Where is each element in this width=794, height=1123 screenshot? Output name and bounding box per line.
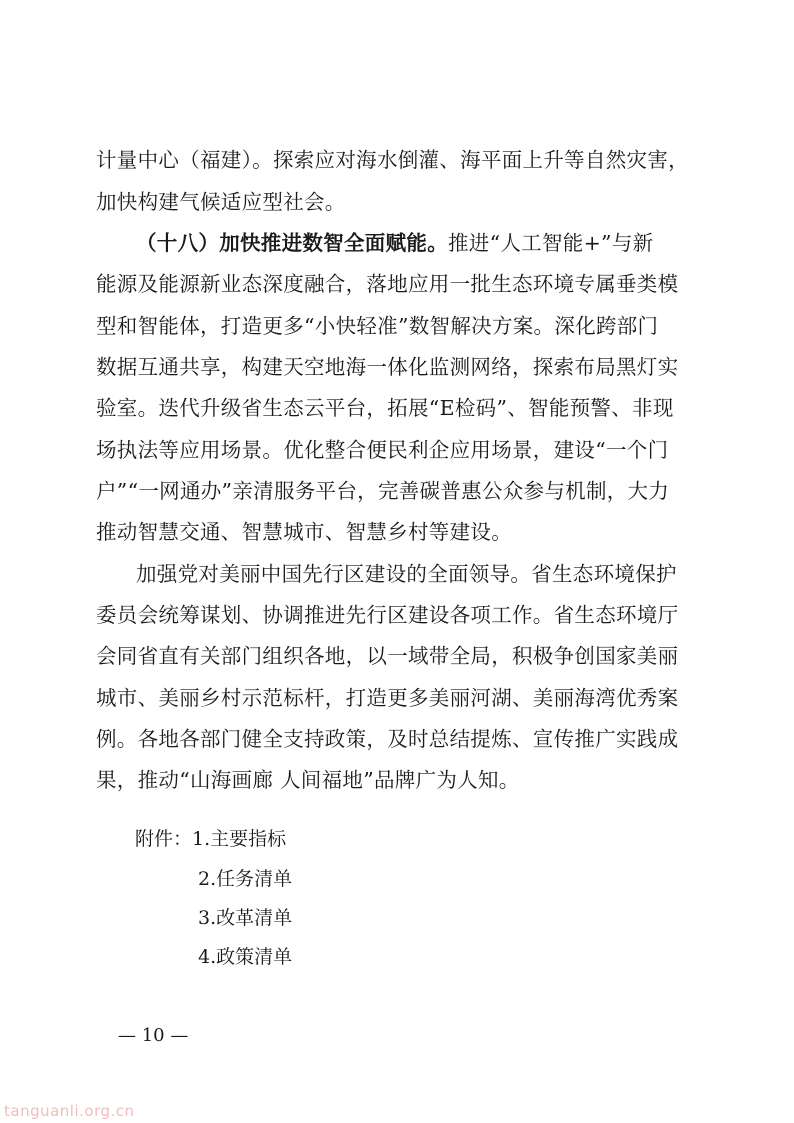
paragraph-line: 加快构建气候适应型社会。	[96, 190, 346, 214]
paragraph-line: 推动智慧交通、智慧城市、智慧乡村等建设。	[96, 520, 512, 544]
paragraph-line: 场执法等应用场景。优化整合便民利企应用场景，建设“一个门	[96, 438, 669, 462]
attachment-item: 1.主要指标	[192, 828, 287, 850]
section-18-heading: （十八）加快推进数智全面赋能。	[136, 231, 448, 255]
section-18-text: 推进“人工智能+”与新	[448, 231, 654, 255]
attachment-item: 3.改革清单	[198, 907, 293, 929]
watermark: tanguanli.org.cn	[4, 1102, 135, 1120]
paragraph-line: 例。各地各部门健全支持政策，及时总结提炼、宣传推广实践成	[96, 727, 679, 751]
paragraph-line: 型和智能体，打造更多“小快轻准”数智解决方案。深化跨部门	[96, 314, 659, 338]
paragraph-line: 城市、美丽乡村示范标杆，打造更多美丽河湖、美丽海湾优秀案	[96, 686, 679, 710]
paragraph-line: 能源及能源新业态深度融合，落地应用一批生态环境专属垂类模	[96, 272, 679, 296]
paragraph-line: 委员会统筹谋划、协调推进先行区建设各项工作。省生态环境厅	[96, 603, 679, 627]
attachment-item: 4.政策清单	[198, 946, 293, 968]
paragraph-line: 加强党对美丽中国先行区建设的全面领导。省生态环境保护	[136, 562, 677, 586]
attachment-item: 2.任务清单	[198, 868, 293, 890]
paragraph-line: 户”“一网通办”亲清服务平台，完善碳普惠公众参与机制，大力	[96, 479, 670, 503]
section-18-first-line	[136, 229, 653, 257]
page-number: — 10 —	[118, 1025, 189, 1046]
attachments-label: 附件：	[135, 828, 193, 850]
paragraph-line: 数据互通共享，构建天空地海一体化监测网络，探索布局黑灯实	[96, 355, 679, 379]
paragraph-line: 验室。迭代升级省生态云平台，拓展“E检码”、智能预警、非现	[96, 396, 674, 420]
attachments-first-line	[135, 825, 286, 853]
paragraph-line: 果，推动“山海画廊 人间福地”品牌广为人知。	[96, 768, 520, 792]
paragraph-line: 计量中心（福建）。探索应对海水倒灌、海平面上升等自然灾害，	[96, 148, 689, 172]
paragraph-line: 会同省直有关部门组织各地，以一域带全局，积极争创国家美丽	[96, 644, 679, 668]
